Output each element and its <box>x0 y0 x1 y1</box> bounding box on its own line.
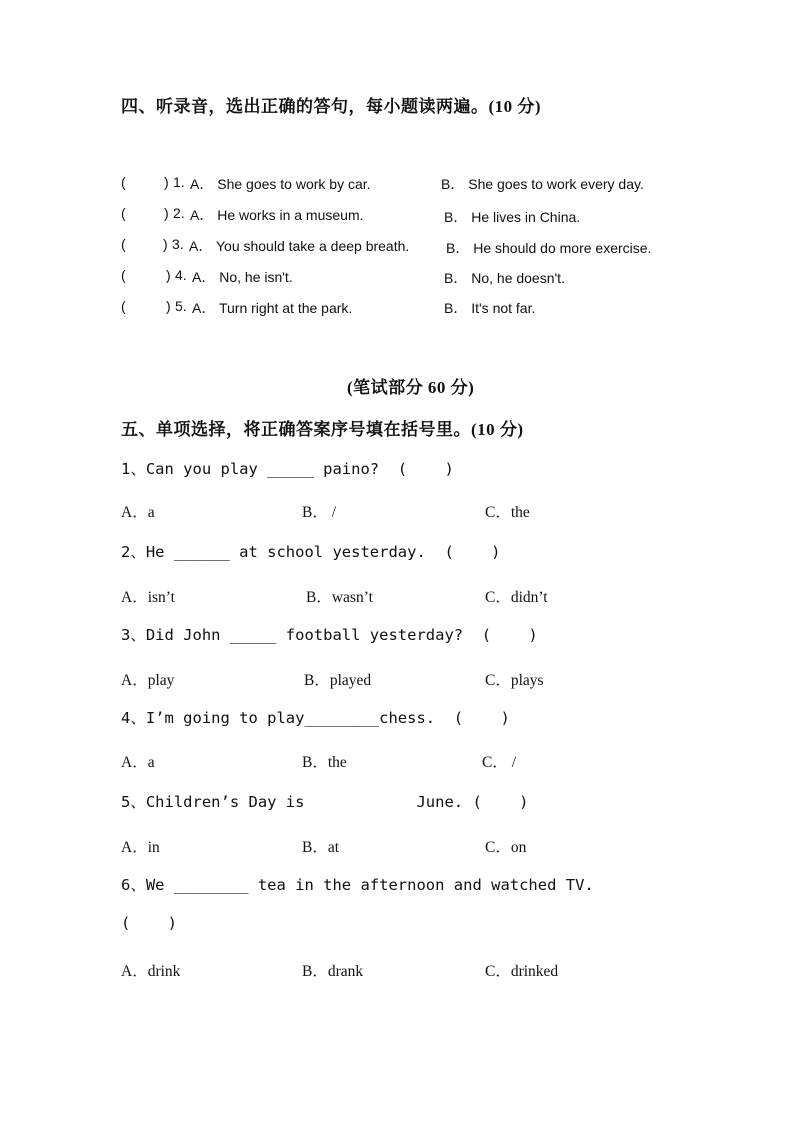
choice-b: B． / <box>302 504 337 521</box>
option-a: A． You should take a deep breath. <box>189 238 410 254</box>
choice-c: C．didn’t <box>485 589 548 606</box>
answer-paren-open: ( <box>121 174 126 190</box>
option-a: A． He works in a museum. <box>190 207 364 223</box>
choice-c: C．the <box>485 504 530 521</box>
item-number: 4. <box>175 267 187 283</box>
option-b: B． It's not far. <box>444 300 536 316</box>
question-text: 6、We ________ tea in the afternoon and watched TV. <box>121 876 594 894</box>
choice-a: A．drink <box>121 963 181 980</box>
question-text: 2、He ______ at school yesterday. ( ) <box>121 543 501 561</box>
option-a: A． Turn right at the park. <box>192 300 353 316</box>
choice-b: B．played <box>304 672 372 689</box>
written-part-title: (笔试部分 60 分) <box>347 378 475 397</box>
option-b: B． He lives in China. <box>444 209 581 225</box>
choice-a: A．play <box>121 672 175 689</box>
answer-paren-open: ( <box>121 205 126 221</box>
choice-a: A．a <box>121 504 155 521</box>
choice-c: C．on <box>485 839 527 856</box>
option-b: B． He should do more exercise. <box>446 240 652 256</box>
section-4-title: 四、听录音，选出正确的答句，每小题读两遍。(10 分) <box>121 97 542 116</box>
answer-paren: ( ) <box>121 914 177 932</box>
answer-paren-close: ) <box>164 174 169 190</box>
choice-a: A．in <box>121 839 160 856</box>
question-text: 4、I’m going to play________chess. ( ) <box>121 709 510 727</box>
option-b: B． No, he doesn't. <box>444 270 565 286</box>
answer-paren-close: ) <box>166 267 171 283</box>
choice-b: B．the <box>302 754 347 771</box>
choice-a: A．isn’t <box>121 589 175 606</box>
item-number: 2. <box>173 205 185 221</box>
question-text: 1、Can you play _____ paino? ( ) <box>121 460 454 478</box>
option-a: A． She goes to work by car. <box>190 176 371 192</box>
answer-paren-open: ( <box>121 298 126 314</box>
section-5-title: 五、单项选择，将正确答案序号填在括号里。(10 分) <box>121 420 524 439</box>
choice-b: B．drank <box>302 963 364 980</box>
item-number: 3. <box>172 236 184 252</box>
choice-b: B．wasn’t <box>306 589 373 606</box>
item-number: 5. <box>175 298 187 314</box>
choice-a: A．a <box>121 754 155 771</box>
question-text: 5、Children’s Day is June. ( ) <box>121 793 529 811</box>
option-b: B． She goes to work every day. <box>441 176 644 192</box>
answer-paren-open: ( <box>121 267 126 283</box>
answer-paren-close: ) <box>166 298 171 314</box>
choice-c: C．drinked <box>485 963 559 980</box>
answer-paren-close: ) <box>163 236 168 252</box>
question-text: 3、Did John _____ football yesterday? ( ) <box>121 626 538 644</box>
answer-paren-close: ) <box>164 205 169 221</box>
answer-paren-open: ( <box>121 236 126 252</box>
choice-b: B．at <box>302 839 340 856</box>
option-a: A． No, he isn't. <box>192 269 293 285</box>
item-number: 1. <box>173 174 185 190</box>
choice-c: C．plays <box>485 672 544 689</box>
choice-c: C． / <box>482 754 517 771</box>
